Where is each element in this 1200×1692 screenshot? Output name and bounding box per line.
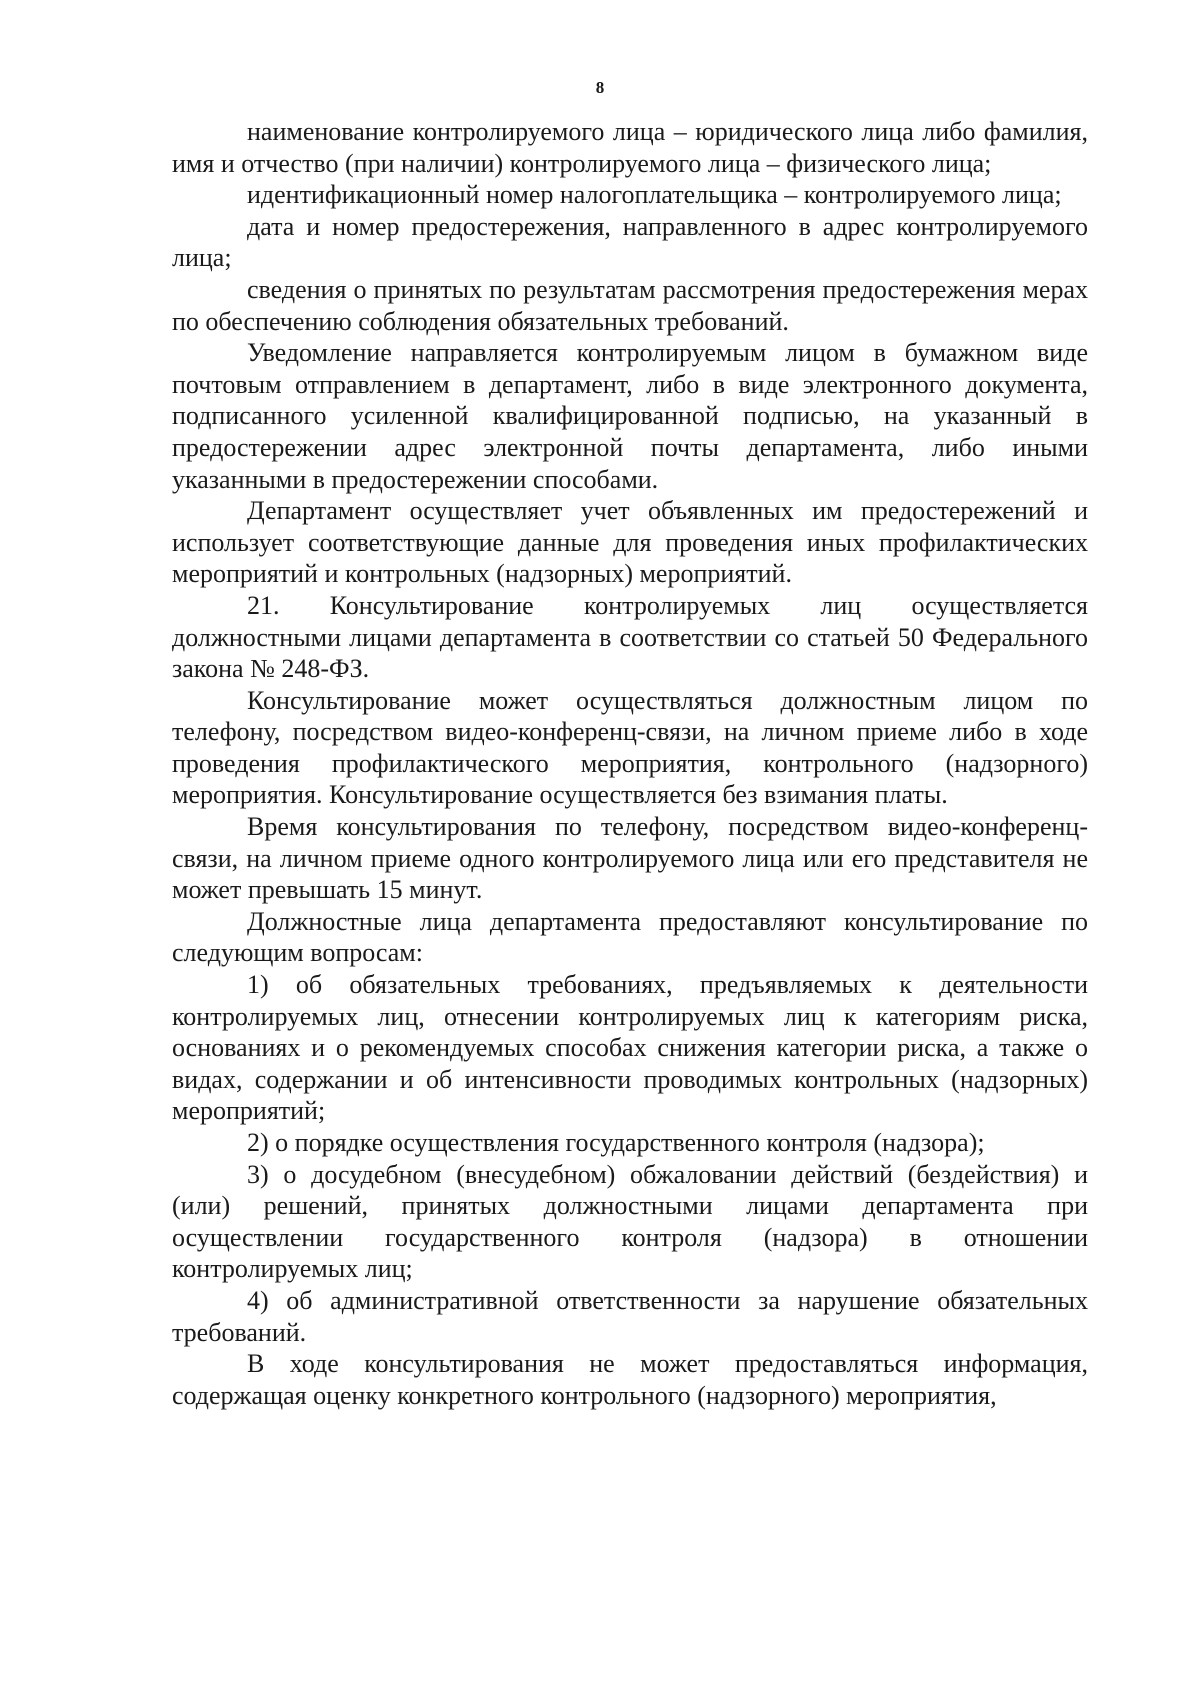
paragraph: идентификационный номер налогоплательщика – контролируемого лица; (247, 180, 1062, 210)
list-item: 1) об обязательных требованиях, предъявляемых к деятельности контролируемых лиц, отнесении контролируемых лиц к категориям риска, основаниях и о рекомендуемых способах снижения категории риска, а также о видах, содержании и об интенсивности проводимых контрольных (надзорных) мероприятий; (172, 970, 1088, 1126)
paragraph: наименование контролируемого лица – юридического лица либо фамилия, имя и отчество (при наличии) контролируемого лица – физического лица; (172, 117, 1088, 178)
list-item: 3) о досудебном (внесудебном) обжаловании действий (бездействия) и (или) решений, принятых должностными лицами департамента при осуществлении государственного контроля (надзора) в отношении контролируемых лиц; (172, 1159, 1088, 1284)
paragraph: 21. Консультирование контролируемых лиц осуществляется должностными лицами департамента в соответствии со статьей 50 Федерального закона № 248-ФЗ. (172, 590, 1088, 684)
paragraph: Должностные лица департамента предоставляют консультирование по следующим вопросам: (172, 906, 1088, 968)
paragraph: Консультирование может осуществляться должностным лицом по телефону, посредством видео-конференц-связи, на личном приеме либо в ходе проведения профилактического мероприятия, контрольного (надзорного) мероприятия. Консультирование осуществляется без взимания платы. (172, 685, 1088, 810)
list-item: 2) о порядке осуществления государственного контроля (надзора); (247, 1128, 985, 1157)
list-item: 4) об административной ответственности за нарушение обязательных требований. (172, 1285, 1088, 1347)
paragraph: сведения о принятых по результатам рассмотрения предостережения мерах по обеспечению соблюдения обязательных требований. (172, 274, 1088, 336)
paragraph: Уведомление направляется контролируемым лицом в бумажном виде почтовым отправлением в департамент, либо в виде электронного документа, подписанного усиленной квалифицированной подписью, на указанный в предостережении адрес электронной почты департамента, либо иными указанными в предостережении способами. (172, 338, 1088, 494)
paragraph: дата и номер предостережения, направленного в адрес контролируемого лица; (172, 211, 1088, 273)
paragraph: Время консультирования по телефону, посредством видео-конференц-связи, на личном приеме одного контролируемого лица или его представителя не может превышать 15 минут. (172, 812, 1088, 905)
paragraph: Департамент осуществляет учет объявленных им предостережений и использует соответствующие данные для проведения иных профилактических мероприятий и контрольных (надзорных) мероприятий. (172, 496, 1088, 589)
paragraph: В ходе консультирования не может предоставляться информация, содержащая оценку конкретного контрольного (надзорного) мероприятия, (172, 1349, 1088, 1410)
document-body (172, 116, 1088, 1411)
page-number: 8 (595, 78, 605, 97)
